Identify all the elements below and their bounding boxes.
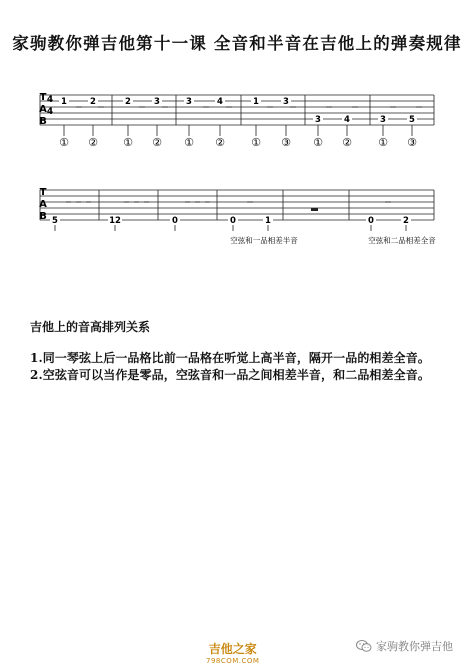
string-number: ② xyxy=(152,136,162,149)
fret-number: 1 xyxy=(61,97,67,107)
fret-number: 1 xyxy=(265,216,271,226)
fret-number: 0 xyxy=(172,216,178,226)
fret-number: 0 xyxy=(230,216,236,226)
annotation-half-step: 空弦和一品相差半音 xyxy=(230,236,298,245)
wechat-icon xyxy=(356,639,372,653)
fret-number: 12 xyxy=(109,216,121,226)
time-sig-top: 4 xyxy=(46,95,54,105)
watermark xyxy=(356,638,453,654)
time-sig-bottom: 4 xyxy=(46,107,54,117)
fret-number: 0 xyxy=(368,216,374,226)
tab-clef-a: A xyxy=(39,104,47,115)
section-title: 吉他上的音高排列关系 xyxy=(30,320,151,334)
fret-number: 3 xyxy=(186,97,192,107)
string-number: ② xyxy=(88,136,98,149)
page-title: 家驹教你弹吉他第十一课 全音和半音在吉他上的弹奏规律 xyxy=(12,34,462,53)
fret-number: 5 xyxy=(409,115,415,125)
tab-clef-b: B xyxy=(39,211,47,222)
fret-number: 2 xyxy=(125,97,131,107)
logo-url: 798COM.COM xyxy=(206,657,260,665)
fret-number: 2 xyxy=(403,216,409,226)
fret-number: 1 xyxy=(253,97,259,107)
logo-name: 吉他之家 xyxy=(208,642,257,656)
watermark-text: 家驹教你弹吉他 xyxy=(376,640,453,653)
annotation-whole-step: 空弦和二品相差全音 xyxy=(368,236,436,245)
tab-staff-2 xyxy=(0,185,474,255)
whole-rest xyxy=(311,208,318,211)
fret-number: 4 xyxy=(344,115,350,125)
fret-number: 5 xyxy=(52,216,58,226)
string-number: ③ xyxy=(281,136,291,149)
string-number: ① xyxy=(251,136,261,149)
tab-clef-b: B xyxy=(39,116,47,127)
tab-clef-t: T xyxy=(39,92,47,103)
fret-number: 3 xyxy=(315,115,321,125)
tab-clef-t: T xyxy=(39,187,47,198)
rule-2: 2.空弦音可以当作是零品，空弦音和一品之间相差半音，和二品相差全音。 xyxy=(30,368,430,382)
string-number: ② xyxy=(215,136,225,149)
string-number: ① xyxy=(378,136,388,149)
fret-number: 3 xyxy=(154,97,160,107)
tab-clef-a: A xyxy=(39,199,47,210)
string-number: ② xyxy=(342,136,352,149)
string-number: ① xyxy=(123,136,133,149)
string-number: ① xyxy=(313,136,323,149)
string-number: ① xyxy=(59,136,69,149)
rule-1: 1.同一琴弦上后一品格比前一品格在听觉上高半音，隔开一品的相差全音。 xyxy=(30,351,430,365)
fret-number: 4 xyxy=(217,97,223,107)
fret-number: 2 xyxy=(90,97,96,107)
fret-number: 3 xyxy=(380,115,386,125)
string-number: ① xyxy=(184,136,194,149)
site-logo xyxy=(206,640,259,665)
fret-number: 3 xyxy=(283,97,289,107)
string-number: ③ xyxy=(407,136,417,149)
